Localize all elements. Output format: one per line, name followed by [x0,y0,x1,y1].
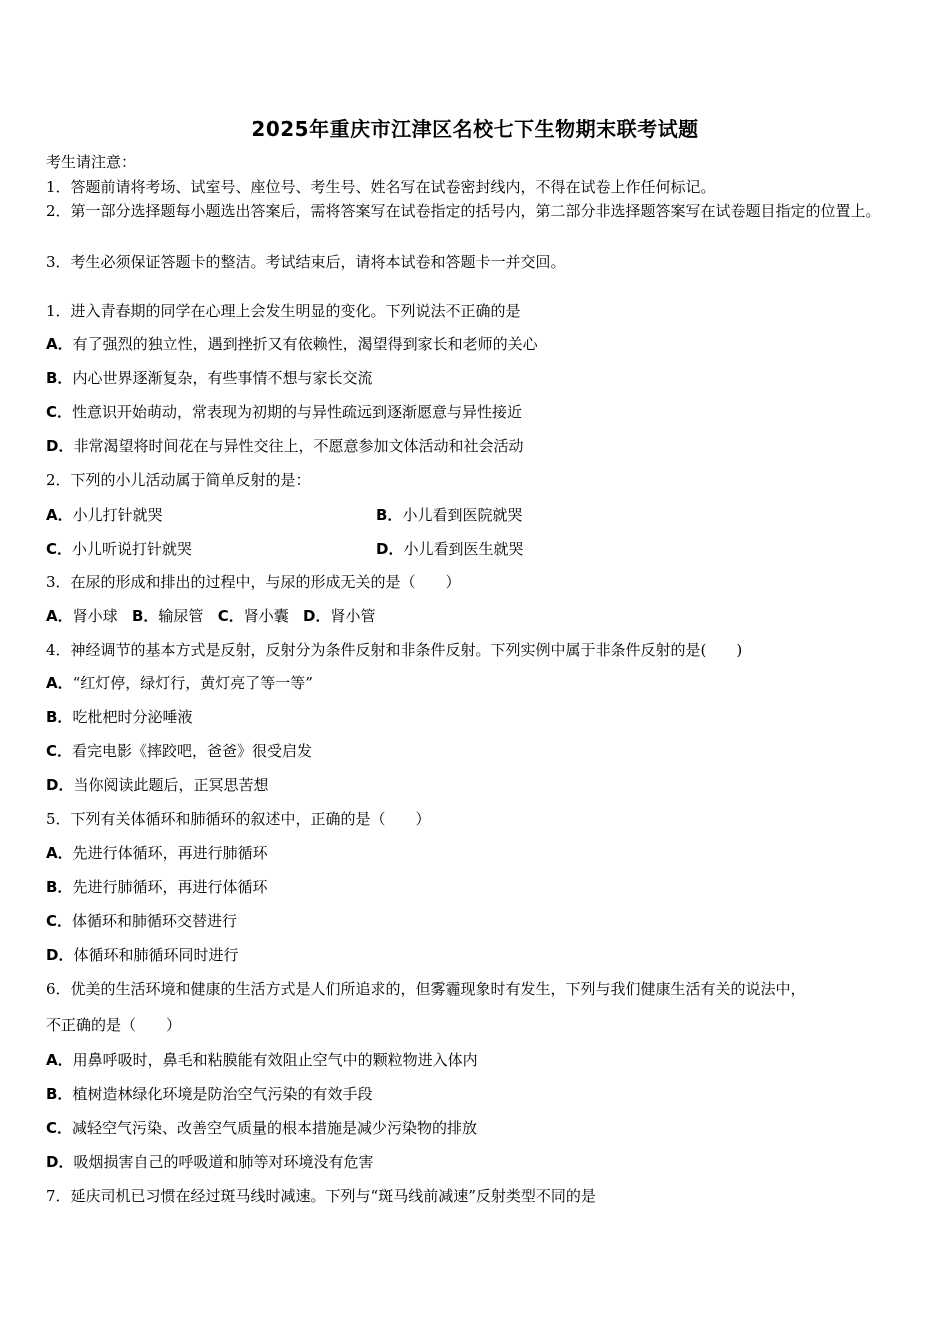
question-2-option-d [376,538,523,559]
option-label: B． [46,708,73,726]
question-2-option-c [46,538,192,559]
question-2-stem: 2．下列的小儿活动属于简单反射的是： [46,471,311,489]
option-text: 体循环和肺循环交替进行 [72,912,238,930]
option-text: 肾小管 [330,607,376,625]
option-label: D． [46,1153,74,1171]
option-label: B． [46,878,73,896]
option-text: 用鼻呼吸时，鼻毛和粘膜能有效阻止空气中的颗粒物进入体内 [72,1051,478,1069]
option-text: 先进行肺循环，再进行体循环 [72,878,268,896]
question-4-option-b [46,707,192,727]
question-6-stem-line1: 6．优美的生活环境和健康的生活方式是人们所追求的，但雾霾现象时有发生，下列与我们健康生活有关的说法中， [46,980,806,998]
option-text: 吃枇杷时分泌唾液 [72,708,193,726]
option-text: 减轻空气污染、改善空气质量的根本措施是减少污染物的排放 [72,1119,478,1137]
option-text: 肾小囊 [243,607,289,625]
option-label: C． [217,607,244,625]
question-5-option-d [46,945,238,965]
option-label: C． [46,742,73,760]
question-2-option-a [46,504,163,525]
question-7-stem: 7．延庆司机已习惯在经过斑马线时减速。下列与“斑马线前减速”反射类型不同的是 [46,1187,596,1205]
question-1-stem: 1．进入青春期的同学在心理上会发生明显的变化。下列说法不正确的是 [46,302,521,320]
question-6-stem-line2: 不正确的是（ ） [46,1016,182,1034]
option-text: 肾小球 [72,607,118,625]
question-2-option-b [376,504,522,525]
option-label: A． [46,674,73,692]
question-1-option-a [46,334,538,354]
question-1-option-d [46,436,523,456]
question-5-stem: 5．下列有关体循环和肺循环的叙述中，正确的是（ ） [46,810,431,828]
option-label: A． [46,335,73,353]
question-3-options [46,606,376,626]
question-4-option-d [46,775,268,795]
option-label: C． [46,912,73,930]
question-1-option-b [46,368,372,388]
option-label: B． [376,506,403,524]
option-text: 内心世界逐渐复杂，有些事情不想与家长交流 [72,369,373,387]
notice-item-3: 3．考生必须保证答题卡的整洁。考试结束后，请将本试卷和答题卡一并交回。 [46,253,566,271]
option-label: B． [131,607,159,625]
option-label: C． [46,1119,73,1137]
question-3-stem: 3．在尿的形成和排出的过程中，与尿的形成无关的是（ ） [46,573,461,591]
option-text: 小儿看到医生就哭 [403,540,524,558]
option-label: C． [46,540,73,558]
question-5-option-b [46,877,267,897]
question-5-option-a [46,843,268,863]
question-5-option-c [46,911,237,931]
option-label: A． [46,1051,73,1069]
notice-item-2: 2．第一部分选择题每小题选出答案后，需将答案写在试卷指定的括号内，第二部分非选择题答案写在试卷题目指定的位置上。 [46,202,881,220]
question-4-option-a [46,673,313,693]
option-label: B． [46,369,73,387]
option-text: 吸烟损害自己的呼吸道和肺等对环境没有危害 [73,1153,374,1171]
question-1-option-c [46,402,522,422]
option-text: 当你阅读此题后，正冥思苦想 [73,776,269,794]
option-text: 植树造林绿化环境是防治空气污染的有效手段 [72,1085,373,1103]
option-label: A． [46,607,73,625]
question-6-option-c [46,1118,477,1138]
option-text: 非常渴望将时间花在与异性交往上，不愿意参加文体活动和社会活动 [73,437,524,455]
option-label: D． [46,437,74,455]
option-label: A． [46,844,73,862]
option-text: 有了强烈的独立性，遇到挫折又有依赖性，渴望得到家长和老师的关心 [72,335,538,353]
option-label: B． [46,1085,73,1103]
option-label: D． [376,540,404,558]
question-4-option-c [46,741,312,761]
option-label: D． [46,776,74,794]
notice-heading: 考生请注意： [46,153,137,171]
notice-item-1: 1．答题前请将考场、试室号、座位号、考生号、姓名写在试卷密封线内，不得在试卷上作任何标记。 [46,178,716,196]
option-text: 看完电影《摔跤吧，爸爸》很受启发 [72,742,313,760]
question-4-stem: 4．神经调节的基本方式是反射，反射分为条件反射和非条件反射。下列实例中属于非条件反射的是( ) [46,641,743,659]
option-text: “红灯停，绿灯行，黄灯亮了等一等” [72,674,313,692]
page-title: 2025年重庆市江津区名校七下生物期末联考试题 [251,117,699,141]
option-text: 先进行体循环，再进行肺循环 [72,844,268,862]
option-label: A． [46,506,73,524]
option-label: D． [303,607,331,625]
option-text: 性意识开始萌动，常表现为初期的与异性疏远到逐渐愿意与异性接近 [72,403,523,421]
option-label: D． [46,946,74,964]
question-6-option-b [46,1084,372,1104]
option-text: 小儿看到医院就哭 [402,506,523,524]
option-text: 小儿打针就哭 [72,506,163,524]
option-label: C． [46,403,73,421]
option-text: 小儿听说打针就哭 [72,540,193,558]
option-text: 输尿管 [158,607,204,625]
question-6-option-a [46,1050,478,1070]
option-text: 体循环和肺循环同时进行 [73,946,239,964]
question-6-option-d [46,1152,373,1172]
